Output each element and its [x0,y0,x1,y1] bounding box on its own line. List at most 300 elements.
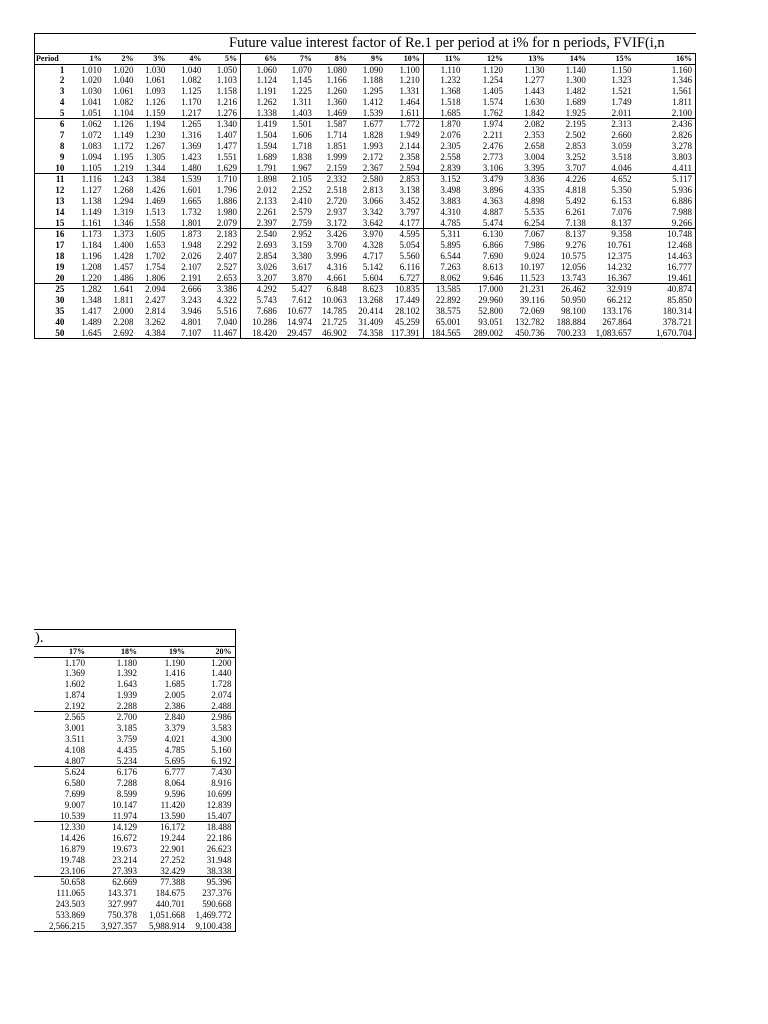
table-row [34,668,235,679]
factor-cell: 1.558 [145,217,166,228]
factor-cell: 1.710 [204,174,240,185]
factor-cell: 1,670.704 [635,328,696,339]
factor-cell: 2.332 [315,174,350,185]
factor-cell: 98.100 [561,306,586,317]
fvif-table-part1 [34,33,696,339]
factor-cell: 9.276 [565,240,586,251]
factor-cell: 1.126 [145,96,166,107]
factor-cell: 1.791 [241,163,280,174]
factor-cell: 32.919 [589,284,635,295]
factor-cell: 1.170 [181,96,202,107]
factor-cell: 9.358 [589,229,635,240]
period-cell: 1 [59,64,65,75]
factor-cell: 10.197 [519,261,545,272]
factor-cell: 2.100 [635,108,696,119]
rate-header: 15% [589,54,635,65]
factor-cell: 1.094 [81,151,102,162]
table-row [35,317,696,328]
factor-cell: 3,927.357 [88,921,140,932]
factor-cell: 1.419 [241,119,280,130]
factor-cell: 1.331 [399,86,420,97]
table-row [35,174,696,185]
factor-cell: 2.518 [326,185,347,196]
factor-cell: 1.267 [145,141,166,152]
table-row [35,108,696,119]
factor-cell: 1.489 [81,316,102,327]
factor-cell: 6.886 [635,196,696,207]
factor-cell: 8.064 [164,778,185,789]
factor-cell: 1.870 [423,119,463,130]
factor-cell: 5.427 [280,284,315,295]
factor-cell: 2.986 [188,712,235,723]
factor-cell: 1.346 [113,217,134,228]
factor-cell: 3.159 [291,240,312,251]
factor-cell: 4.108 [64,744,85,755]
factor-cell: 1.482 [565,86,586,97]
factor-cell: 16.672 [112,833,137,844]
factor-cell: 74.358 [350,328,386,339]
factor-cell: 1.319 [113,206,134,217]
rate-header: 1% [67,54,104,65]
factor-cell: 1.083 [81,141,102,152]
factor-cell: 2.353 [524,130,545,141]
factor-cell: 26.623 [206,844,232,855]
factor-cell: 2.854 [241,251,280,262]
factor-cell: 7.288 [116,778,137,789]
factor-cell: 1.145 [291,75,312,86]
factor-cell: 1.645 [67,328,104,339]
factor-cell: 10.699 [206,789,232,800]
factor-cell: 1.300 [565,75,586,86]
table-row [34,789,235,800]
factor-cell: 2.252 [291,185,312,196]
factor-cell: 7.988 [635,207,696,218]
factor-cell: 7.986 [524,240,545,251]
factor-cell: 4.292 [241,284,280,295]
factor-cell: 13.590 [160,810,185,821]
rate-header: 17% [34,647,88,658]
factor-cell: 1.311 [291,96,312,107]
factor-cell: 1.685 [164,679,185,690]
factor-cell: 2.192 [64,700,85,711]
factor-cell: 6.130 [464,229,506,240]
factor-cell: 1.587 [315,119,350,130]
factor-cell: 2.172 [362,151,384,162]
factor-cell: 3.700 [326,240,347,251]
factor-cell: 7.138 [565,217,586,228]
factor-cell: 1.611 [399,107,420,118]
table-row [34,866,235,877]
factor-cell: 1.605 [136,229,168,240]
factor-cell: 1.443 [524,86,545,97]
factor-cell: 1.294 [113,196,134,207]
period-cell: 17 [55,240,65,251]
factor-cell: 1.874 [64,689,85,700]
factor-cell: 4.595 [386,229,423,240]
factor-cell: 4.887 [482,206,504,217]
factor-cell: 2.159 [326,162,347,173]
factor-cell: 1.504 [241,130,280,141]
factor-cell: 10.063 [322,295,347,306]
table-row [35,119,696,130]
table-row [35,64,696,75]
factor-cell: 1.714 [326,130,347,141]
factor-cell: 1.072 [81,130,102,141]
factor-cell: 1.040 [181,64,202,75]
factor-cell: 3.386 [204,284,240,295]
factor-cell: 4.300 [211,734,232,745]
factor-cell: 6.116 [399,261,420,272]
factor-cell: 5.492 [565,196,586,207]
factor-cell: 2.580 [350,174,386,185]
factor-cell: 22.901 [160,844,185,855]
factor-cell: 1.061 [113,86,134,97]
factor-cell: 1.262 [241,97,280,108]
factor-cell: 1.801 [181,217,202,228]
factor-cell: 3.059 [611,141,632,152]
factor-cell: 28.102 [394,306,420,317]
factor-cell: 2.407 [216,251,238,262]
table-row [34,855,235,866]
factor-cell: 1.225 [291,86,312,97]
factor-cell: 1.260 [326,86,347,97]
factor-cell: 1.772 [386,119,423,130]
factor-cell: 4.384 [136,328,168,339]
factor-cell: 2.191 [181,272,202,283]
period-cell: 14 [55,206,65,217]
table-row [34,657,235,668]
factor-cell: 4.021 [164,734,185,745]
factor-cell: 1.344 [145,162,166,173]
factor-cell: 180.314 [635,306,696,317]
factor-cell: 29.960 [478,295,504,306]
factor-cell: 2.502 [565,130,586,141]
factor-cell: 2.000 [113,306,134,317]
factor-cell: 1.232 [423,75,463,86]
factor-cell: 4.435 [116,744,137,755]
factor-cell: 1.082 [113,96,134,107]
factor-cell: 1.518 [423,97,463,108]
factor-cell: 11.467 [204,328,240,339]
table-row [35,185,696,196]
factor-cell: 1.974 [464,119,506,130]
factor-cell: 2.427 [145,295,166,306]
factor-cell: 5.560 [399,251,420,262]
factor-cell: 2.853 [565,141,586,152]
factor-cell: 7.612 [291,295,312,306]
factor-cell: 16.777 [635,262,696,273]
period-cell: 8 [59,141,65,152]
period-cell: 4 [59,96,65,107]
factor-cell: 14.232 [606,261,632,272]
factor-cell: 1.149 [81,206,102,217]
factor-cell: 1.677 [350,119,386,130]
factor-cell: 3.106 [482,162,504,173]
factor-cell: 8.062 [423,273,463,284]
period-cell: 19 [55,261,65,272]
factor-cell: 1.323 [611,75,632,86]
factor-cell: 5.604 [362,272,384,283]
factor-cell: 2.288 [116,700,137,711]
factor-cell: 2.952 [280,229,315,240]
factor-cell: 1.110 [423,64,463,75]
factor-cell: 1.190 [164,657,185,668]
factor-cell: 4.801 [181,316,202,327]
table-row [35,163,696,174]
factor-cell: 1.426 [145,185,166,196]
factor-cell: 16.879 [60,844,85,855]
factor-cell: 1.220 [81,272,102,283]
factor-cell: 1.873 [168,229,204,240]
factor-cell: 5.474 [482,217,504,228]
factor-cell: 2.261 [241,207,280,218]
factor-cell: 1.392 [116,668,137,679]
factor-cell: 1.641 [105,284,137,295]
factor-cell: 3.759 [116,734,137,745]
factor-cell: 10.748 [635,229,696,240]
factor-cell: 3.243 [181,295,202,306]
factor-cell: 1.051 [81,107,102,118]
factor-cell: 72.069 [519,306,545,317]
factor-cell: 1.100 [399,64,420,75]
factor-cell: 10.677 [287,306,312,317]
period-cell: 11 [35,174,68,185]
factor-cell: 143.371 [107,888,137,899]
factor-cell: 10.761 [606,240,632,251]
factor-cell: 40.874 [635,284,696,295]
factor-cell: 3.380 [291,251,312,262]
factor-cell: 1.173 [67,229,104,240]
factor-cell: 1.277 [524,75,545,86]
factor-cell: 5.695 [164,755,185,766]
factor-cell: 1.040 [113,75,134,86]
period-cell: 6 [35,119,68,130]
rate-header: 11% [423,54,463,65]
factor-cell: 2.144 [399,141,420,152]
factor-cell: 1.718 [291,141,312,152]
factor-cell: 1.606 [291,130,312,141]
factor-cell: 133.176 [602,306,632,317]
factor-cell: 7.263 [423,262,463,273]
factor-cell: 1.728 [211,679,232,690]
factor-cell: 533.869 [55,909,85,920]
factor-cell: 85.850 [635,295,696,306]
factor-cell: 1.806 [145,272,166,283]
factor-cell: 1.140 [565,64,586,75]
factor-cell: 1.161 [81,217,102,228]
factor-cell: 3.395 [524,162,545,173]
factor-cell: 10.835 [386,284,423,295]
factor-cell: 1.417 [81,306,102,317]
factor-cell: 18.420 [241,328,280,339]
period-cell: 2 [59,75,65,86]
factor-cell: 1.061 [145,75,166,86]
factor-cell: 1.796 [216,185,238,196]
factor-cell: 6.192 [211,755,232,766]
factor-cell: 1.070 [291,64,312,75]
factor-cell: 2.840 [140,712,188,723]
factor-cell: 50.950 [561,295,586,306]
factor-cell: 3.797 [399,206,420,217]
factor-cell: 3.004 [524,151,545,162]
factor-cell: 1.216 [216,96,238,107]
factor-cell: 21.725 [322,316,347,327]
table-row [35,306,696,317]
factor-cell: 10.286 [241,317,280,328]
table-row [35,284,696,295]
factor-cell: 1.130 [524,64,545,75]
factor-cell: 1.254 [482,75,504,86]
factor-cell: 2.367 [362,162,384,173]
factor-cell: 26.462 [547,284,588,295]
factor-cell: 4.898 [524,196,545,207]
factor-cell: 9.646 [482,272,504,283]
factor-cell: 2.082 [506,119,547,130]
factor-cell: 3.138 [399,185,420,196]
factor-cell: 1.898 [241,174,280,185]
factor-cell: 2.292 [216,240,238,251]
factor-cell: 1.811 [113,295,134,306]
factor-cell: 3.026 [241,262,280,273]
factor-cell: 2.488 [211,700,232,711]
factor-cell: 7.690 [482,251,504,262]
factor-cell: 1.480 [181,162,202,173]
factor-cell: 3.617 [291,261,312,272]
factor-cell: 16.172 [140,822,188,833]
factor-cell: 9,100.438 [188,921,235,932]
factor-cell: 1.980 [216,206,238,217]
factor-cell: 19.244 [160,833,185,844]
factor-cell: 3.452 [399,196,420,207]
table-row [35,141,696,152]
factor-cell: 1,083.657 [589,328,635,339]
factor-cell: 14.129 [88,822,140,833]
factor-cell: 1.513 [145,206,166,217]
factor-cell: 66.212 [606,295,632,306]
factor-cell: 2.195 [547,119,588,130]
factor-cell: 11.523 [520,272,545,283]
factor-cell: 8.137 [611,217,632,228]
factor-cell: 2.540 [241,229,280,240]
factor-cell: 14.463 [635,251,696,262]
factor-cell: 2.658 [524,141,545,152]
factor-cell: 21.231 [506,284,547,295]
factor-cell: 1.126 [105,119,137,130]
factor-cell: 7.040 [216,316,238,327]
factor-cell: 14.426 [60,833,85,844]
factor-cell: 1.116 [67,174,104,185]
factor-cell: 3.896 [482,185,504,196]
period-cell: 12 [55,185,65,196]
period-cell: 5 [59,107,65,118]
table-row [35,207,696,218]
factor-cell: 1.050 [216,64,238,75]
period-cell: 20 [55,272,65,283]
factor-cell: 2.397 [241,218,280,229]
factor-cell: 5.054 [399,240,420,251]
factor-cell: 7.699 [64,789,85,800]
factor-cell: 8.599 [116,789,137,800]
factor-cell: 12.839 [206,799,232,810]
factor-cell: 1.412 [362,96,384,107]
factor-cell: 2.527 [216,261,238,272]
factor-cell: 4.363 [482,196,504,207]
factor-cell: 19.673 [112,844,137,855]
factor-cell: 1.602 [64,679,85,690]
factor-cell: 2.692 [105,328,137,339]
factor-cell: 12.375 [606,251,632,262]
table-row [34,921,235,932]
factor-cell: 117.391 [386,328,423,339]
factor-cell: 5.743 [241,295,280,306]
factor-cell: 700.233 [547,328,588,339]
header-row [35,54,696,65]
factor-cell: 2.005 [164,689,185,700]
factor-cell: 1.125 [181,86,202,97]
factor-cell: 6.777 [140,767,188,778]
factor-cell: 1.689 [241,152,280,163]
factor-cell: 1.993 [362,141,384,152]
factor-cell: 8.137 [547,229,588,240]
rate-header: 18% [88,647,140,658]
period-cell: 50 [35,328,68,339]
factor-cell: 1.030 [145,64,166,75]
factor-cell: 3.883 [423,196,463,207]
factor-cell: 4.316 [326,261,347,272]
factor-cell: 2.026 [181,251,202,262]
factor-cell: 6.866 [482,240,504,251]
period-cell: 16 [35,229,68,240]
factor-cell: 1.282 [67,284,104,295]
factor-cell: 1.120 [482,64,504,75]
factor-cell: 4.335 [524,185,545,196]
factor-cell: 5.117 [635,174,696,185]
factor-cell: 5.624 [34,767,88,778]
factor-cell: 1.384 [136,174,168,185]
factor-cell: 19.461 [635,273,696,284]
factor-cell: 327.997 [107,899,137,910]
factor-cell: 39.116 [520,295,545,306]
factor-cell: 38.338 [206,865,232,876]
factor-cell: 9.596 [164,789,185,800]
factor-cell: 1.948 [181,240,202,251]
factor-cell: 1.477 [216,141,238,152]
factor-cell: 31.409 [358,316,384,327]
factor-cell: 1.405 [482,86,504,97]
rate-header: 10% [386,54,423,65]
factor-cell: 2.839 [423,163,463,174]
factor-cell: 5.516 [216,306,238,317]
factor-cell: 1.158 [216,86,238,97]
factor-cell: 3.498 [423,185,463,196]
factor-cell: 5.311 [423,229,463,240]
factor-cell: 3.583 [211,723,232,734]
factor-cell: 1.842 [524,107,545,118]
header-row [34,647,235,658]
table-row [35,130,696,141]
factor-cell: 440.701 [155,899,185,910]
factor-cell: 1.305 [145,151,166,162]
factor-cell: 1.749 [611,96,632,107]
factor-cell: 14.785 [322,306,347,317]
factor-cell: 2.759 [291,217,312,228]
factor-cell: 1.469 [326,107,347,118]
factor-cell: 2.773 [482,151,504,162]
factor-cell: 2.079 [216,217,238,228]
factor-cell: 3.262 [145,316,166,327]
factor-cell: 9.266 [635,218,696,229]
factor-cell: 2.700 [88,712,140,723]
